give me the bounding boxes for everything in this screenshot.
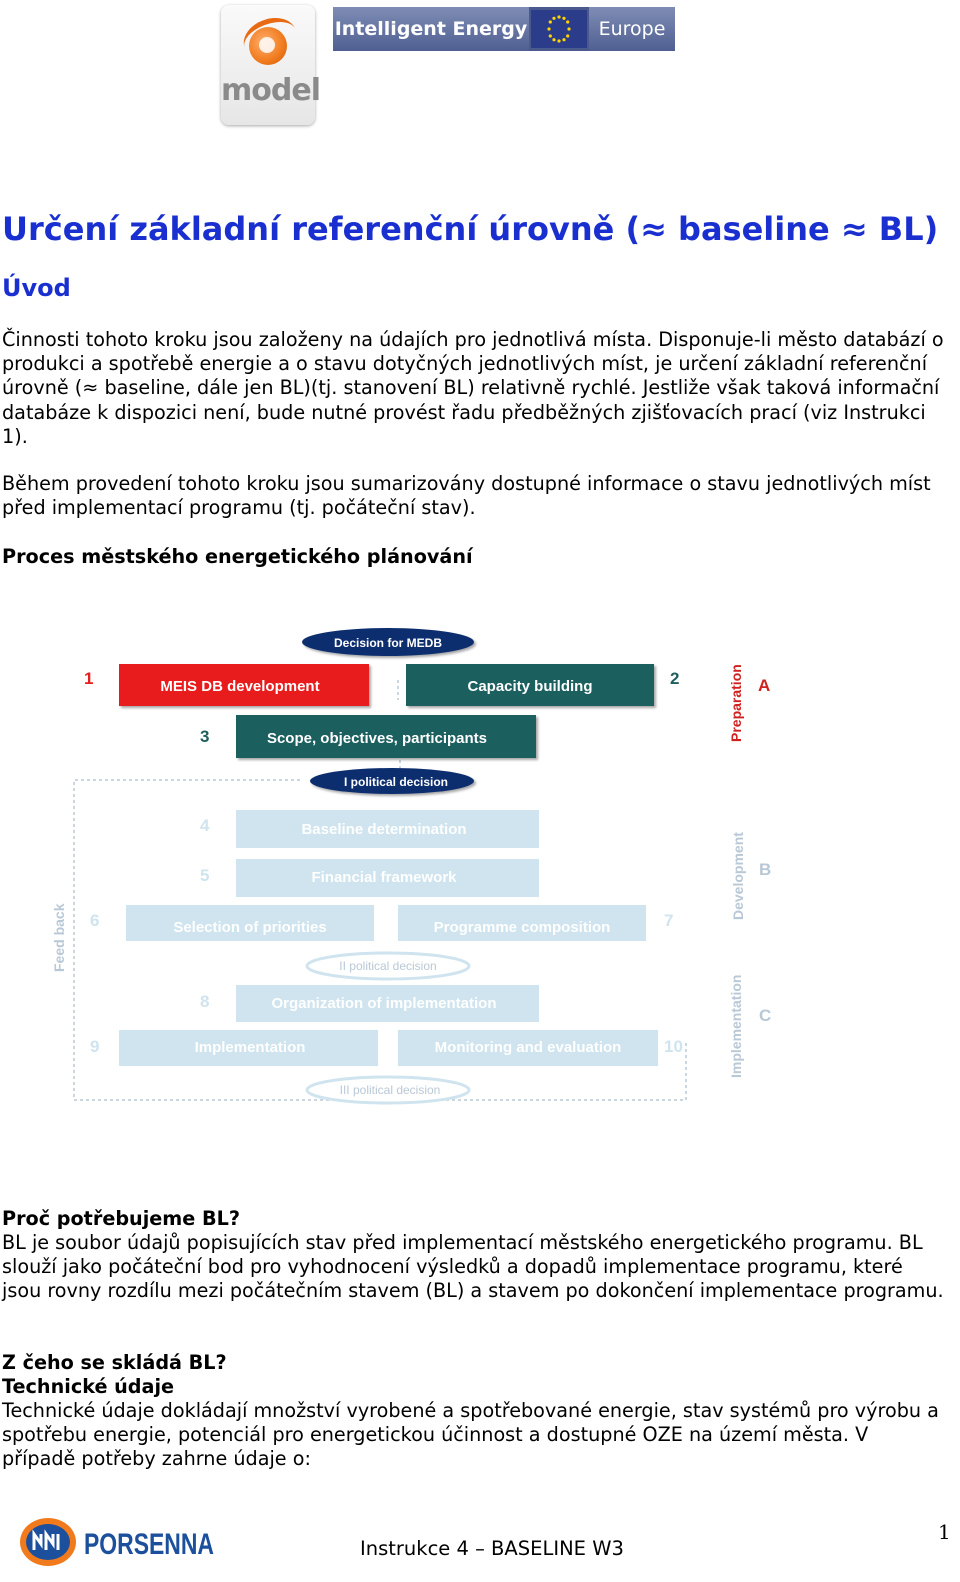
box-capacity-building-label: Capacity building bbox=[467, 678, 593, 695]
phase-c: C bbox=[759, 1006, 772, 1025]
phase-preparation-label: Preparation bbox=[728, 664, 744, 742]
footer-text: Instrukce 4 – BASELINE W3 bbox=[360, 1537, 624, 1560]
eu-flag-icon bbox=[531, 10, 587, 48]
porsenna-logo-text: PORSENNA bbox=[84, 1528, 214, 1561]
box-monitoring-and-evaluation-label: Monitoring and evaluation bbox=[434, 1039, 622, 1056]
feedback-label: Feed back bbox=[51, 903, 67, 972]
number-10: 10 bbox=[664, 1037, 683, 1056]
section-heading-uvod: Úvod bbox=[2, 274, 71, 302]
phase-b: B bbox=[759, 860, 772, 879]
box-meis-db-development-label: MEIS DB development bbox=[160, 678, 320, 695]
intro-paragraph-2: Během provedení tohoto kroku jsou sumarizovány dostupné informace o stavu jednotlivých míst před implementací programu (tj. počáteční stav). bbox=[2, 472, 931, 520]
technical-paragraph: Technické údaje dokládají množství vyrobené a spotřebované energie, stav systémů pro výrobu a spotřebu energie, potenciál pro energetickou účinnost a dostupné OZE na území města. V případě potřeby zahrne údaje o: bbox=[2, 1399, 939, 1471]
phase-a: A bbox=[758, 676, 771, 695]
intelligent-energy-logo bbox=[333, 7, 675, 51]
decision-1-label: I political decision bbox=[343, 775, 449, 789]
what-heading: Z čeho se skládá BL? bbox=[2, 1351, 227, 1374]
ie-logo-right-text: Europe bbox=[589, 7, 675, 51]
box-baseline-determination-label: Baseline determination bbox=[301, 821, 467, 838]
page-number: 1 bbox=[938, 1520, 951, 1544]
number-9: 9 bbox=[90, 1037, 100, 1056]
number-8: 8 bbox=[200, 992, 210, 1011]
box-organization-of-implementation-label: Organization of implementation bbox=[271, 995, 497, 1012]
decision-top-label: Decision for MEDB bbox=[333, 636, 443, 650]
number-2: 2 bbox=[670, 669, 680, 688]
number-6: 6 bbox=[90, 911, 100, 930]
model-logo bbox=[221, 5, 320, 125]
phase-development-label: Development bbox=[730, 832, 746, 920]
why-paragraph: BL je soubor údajů popisujících stav před implementací městského energetického programu. BL slouží jako počáteční bod pro vyhodnocení výsledků a dopadů implementace programu, které jsou rovny rozdílu mezi počátečním stavem (BL) a stavem po dokončení implementace programu. bbox=[2, 1231, 944, 1303]
ie-logo-left-text: Intelligent Energy bbox=[333, 7, 529, 51]
box-selection-of-priorities-label: Selection of priorities bbox=[173, 919, 327, 936]
process-heading: Proces městského energetického plánování bbox=[2, 545, 473, 568]
why-heading: Proč potřebujeme BL? bbox=[2, 1207, 240, 1230]
model-logo-text: model bbox=[221, 73, 320, 108]
number-1: 1 bbox=[84, 669, 94, 688]
intro-paragraph-1: Činnosti tohoto kroku jsou založeny na údajích pro jednotlivá místa. Disponuje-li město databází o produkci a spotřebě energie a o stavu dotyčných jednotlivých míst, je určení základní referenční úrovně (≈ baseline, dále jen BL)(tj. stanovení BL) relativně rychlé. Jestliže však taková informační databáze k dispozici není, bude nutné provést řadu předběžných zjišťovacích prací (viz Instrukci 1). bbox=[2, 328, 944, 448]
box-programme-composition-label: Programme composition bbox=[433, 919, 611, 936]
technical-heading: Technické údaje bbox=[2, 1375, 175, 1398]
model-logo-ball bbox=[249, 27, 287, 65]
box-scope-objectives-label: Scope, objectives, participants bbox=[266, 730, 488, 747]
decision-3-label: III political decision bbox=[339, 1083, 441, 1097]
decision-2-label: II political decision bbox=[339, 959, 437, 973]
box-financial-framework-label: Financial framework bbox=[311, 869, 457, 886]
process-diagram bbox=[0, 600, 960, 1120]
porsenna-logo bbox=[18, 1516, 218, 1568]
number-4: 4 bbox=[200, 816, 210, 835]
page-title: Určení základní referenční úrovně (≈ baseline ≈ BL) bbox=[2, 210, 939, 248]
box-implementation-label: Implementation bbox=[194, 1039, 306, 1056]
number-3: 3 bbox=[200, 727, 210, 746]
number-5: 5 bbox=[200, 866, 210, 885]
number-7: 7 bbox=[664, 911, 674, 930]
phase-implementation-label: Implementation bbox=[728, 974, 744, 1078]
